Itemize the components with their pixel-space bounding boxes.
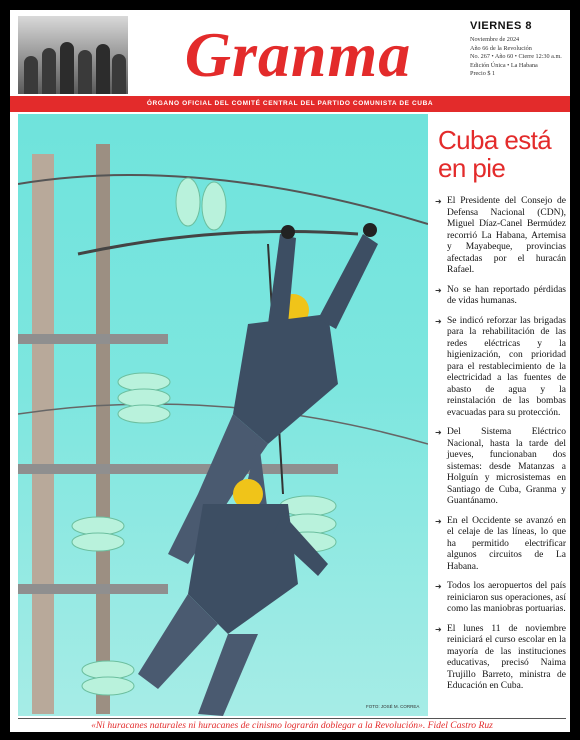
edition-place: Edición Única • La Habana — [470, 61, 538, 69]
photo-credit: FOTO: JOSÉ M. CORREA — [366, 704, 420, 709]
newspaper-front-page — [10, 10, 570, 732]
issue-number: No. 267 • Año 60 • Cierre 12:30 a.m. — [470, 53, 562, 61]
tagline: ÓRGANO OFICIAL DEL COMITÉ CENTRAL DEL PARTIDO COMUNISTA DE CUBA — [146, 100, 434, 107]
list-item — [434, 427, 566, 508]
list-item — [434, 196, 566, 277]
bullet-list — [434, 196, 566, 701]
lead-photo — [18, 114, 428, 716]
granma-logo — [148, 12, 448, 92]
edition-info — [470, 20, 566, 79]
arrow-right-icon: ➜ — [435, 197, 442, 206]
power-line-2 — [78, 232, 358, 255]
arrow-right-icon: ➜ — [435, 285, 442, 295]
headline[interactable]: Cuba está en pie — [438, 125, 552, 183]
tagline-band — [10, 96, 570, 112]
crossarm-upper — [18, 334, 168, 344]
linemen-illustration — [18, 114, 428, 716]
masthead-title: Granma — [184, 19, 412, 90]
issue-date: Noviembre de 2024 — [470, 36, 520, 43]
list-item — [434, 581, 566, 616]
list-item — [434, 316, 566, 420]
utility-pole-left — [32, 154, 54, 714]
revolution-year: Año 66 de la Revolución — [470, 44, 532, 52]
issue-day: VIERNES 8 — [470, 20, 532, 32]
arrow-right-icon: ➜ — [435, 316, 442, 326]
list-item — [434, 624, 566, 693]
list-item — [434, 516, 566, 574]
bullet-text: El lunes 11 de noviembre reiniciará el curso escolar en la mayoría de las instituciones educativas, precisó Naima Trujillo Barreto, ministra de Educación en Cuba. — [447, 623, 566, 691]
masthead-historic-photo — [18, 16, 128, 94]
bullet-text: El Presidente del Consejo de Defensa Nacional (CDN), Miguel Díaz-Canel Bermúdez recorrió La Habana, Artemisa y Mayabeque, provincias afectadas por el huracán Rafael. — [447, 196, 566, 275]
utility-pole-center — [96, 144, 110, 714]
list-item — [434, 285, 566, 308]
arrow-right-icon: ➜ — [435, 624, 442, 634]
bullet-text: Todos los aeropuertos del país reiniciaron sus operaciones, así como las maniobras portuarias. — [447, 581, 566, 614]
arrow-right-icon: ➜ — [435, 582, 442, 591]
footer-quote: «Ni huracanes naturales ni huracanes de cinismo lograrán doblegar a la Revolución». Fidel Castro Ruz — [91, 720, 493, 731]
bullet-text: En el Occidente se avanzó en el celaje de las líneas, lo que ha permitido electrificar algunos circuitos de La Habana. — [447, 515, 566, 572]
arrow-right-icon: ➜ — [435, 516, 442, 526]
bullet-text: Se indicó reforzar las brigadas para la rehabilitación de las redes eléctricas y la higienización, con prioridad para el restablecimiento de la electricidad a las fuentes de abasto de agua y la reinstalación de las bombas evacuadas para su protección. — [447, 315, 566, 418]
price: Precio $ 1 — [470, 70, 496, 78]
bullet-text: No se han reportado pérdidas de vidas humanas. — [447, 284, 566, 306]
crossarm-middle — [18, 464, 338, 474]
crossarm-lower — [18, 584, 168, 594]
bullet-text: Del Sistema Eléctrico Nacional, hasta la tarde del jueves, funcionaban dos sistemas: desde Matanzas a Holguín y microsistemas en Santiago de Cuba, Granma y Guantánamo. — [447, 427, 566, 506]
arrow-right-icon: ➜ — [435, 428, 442, 437]
